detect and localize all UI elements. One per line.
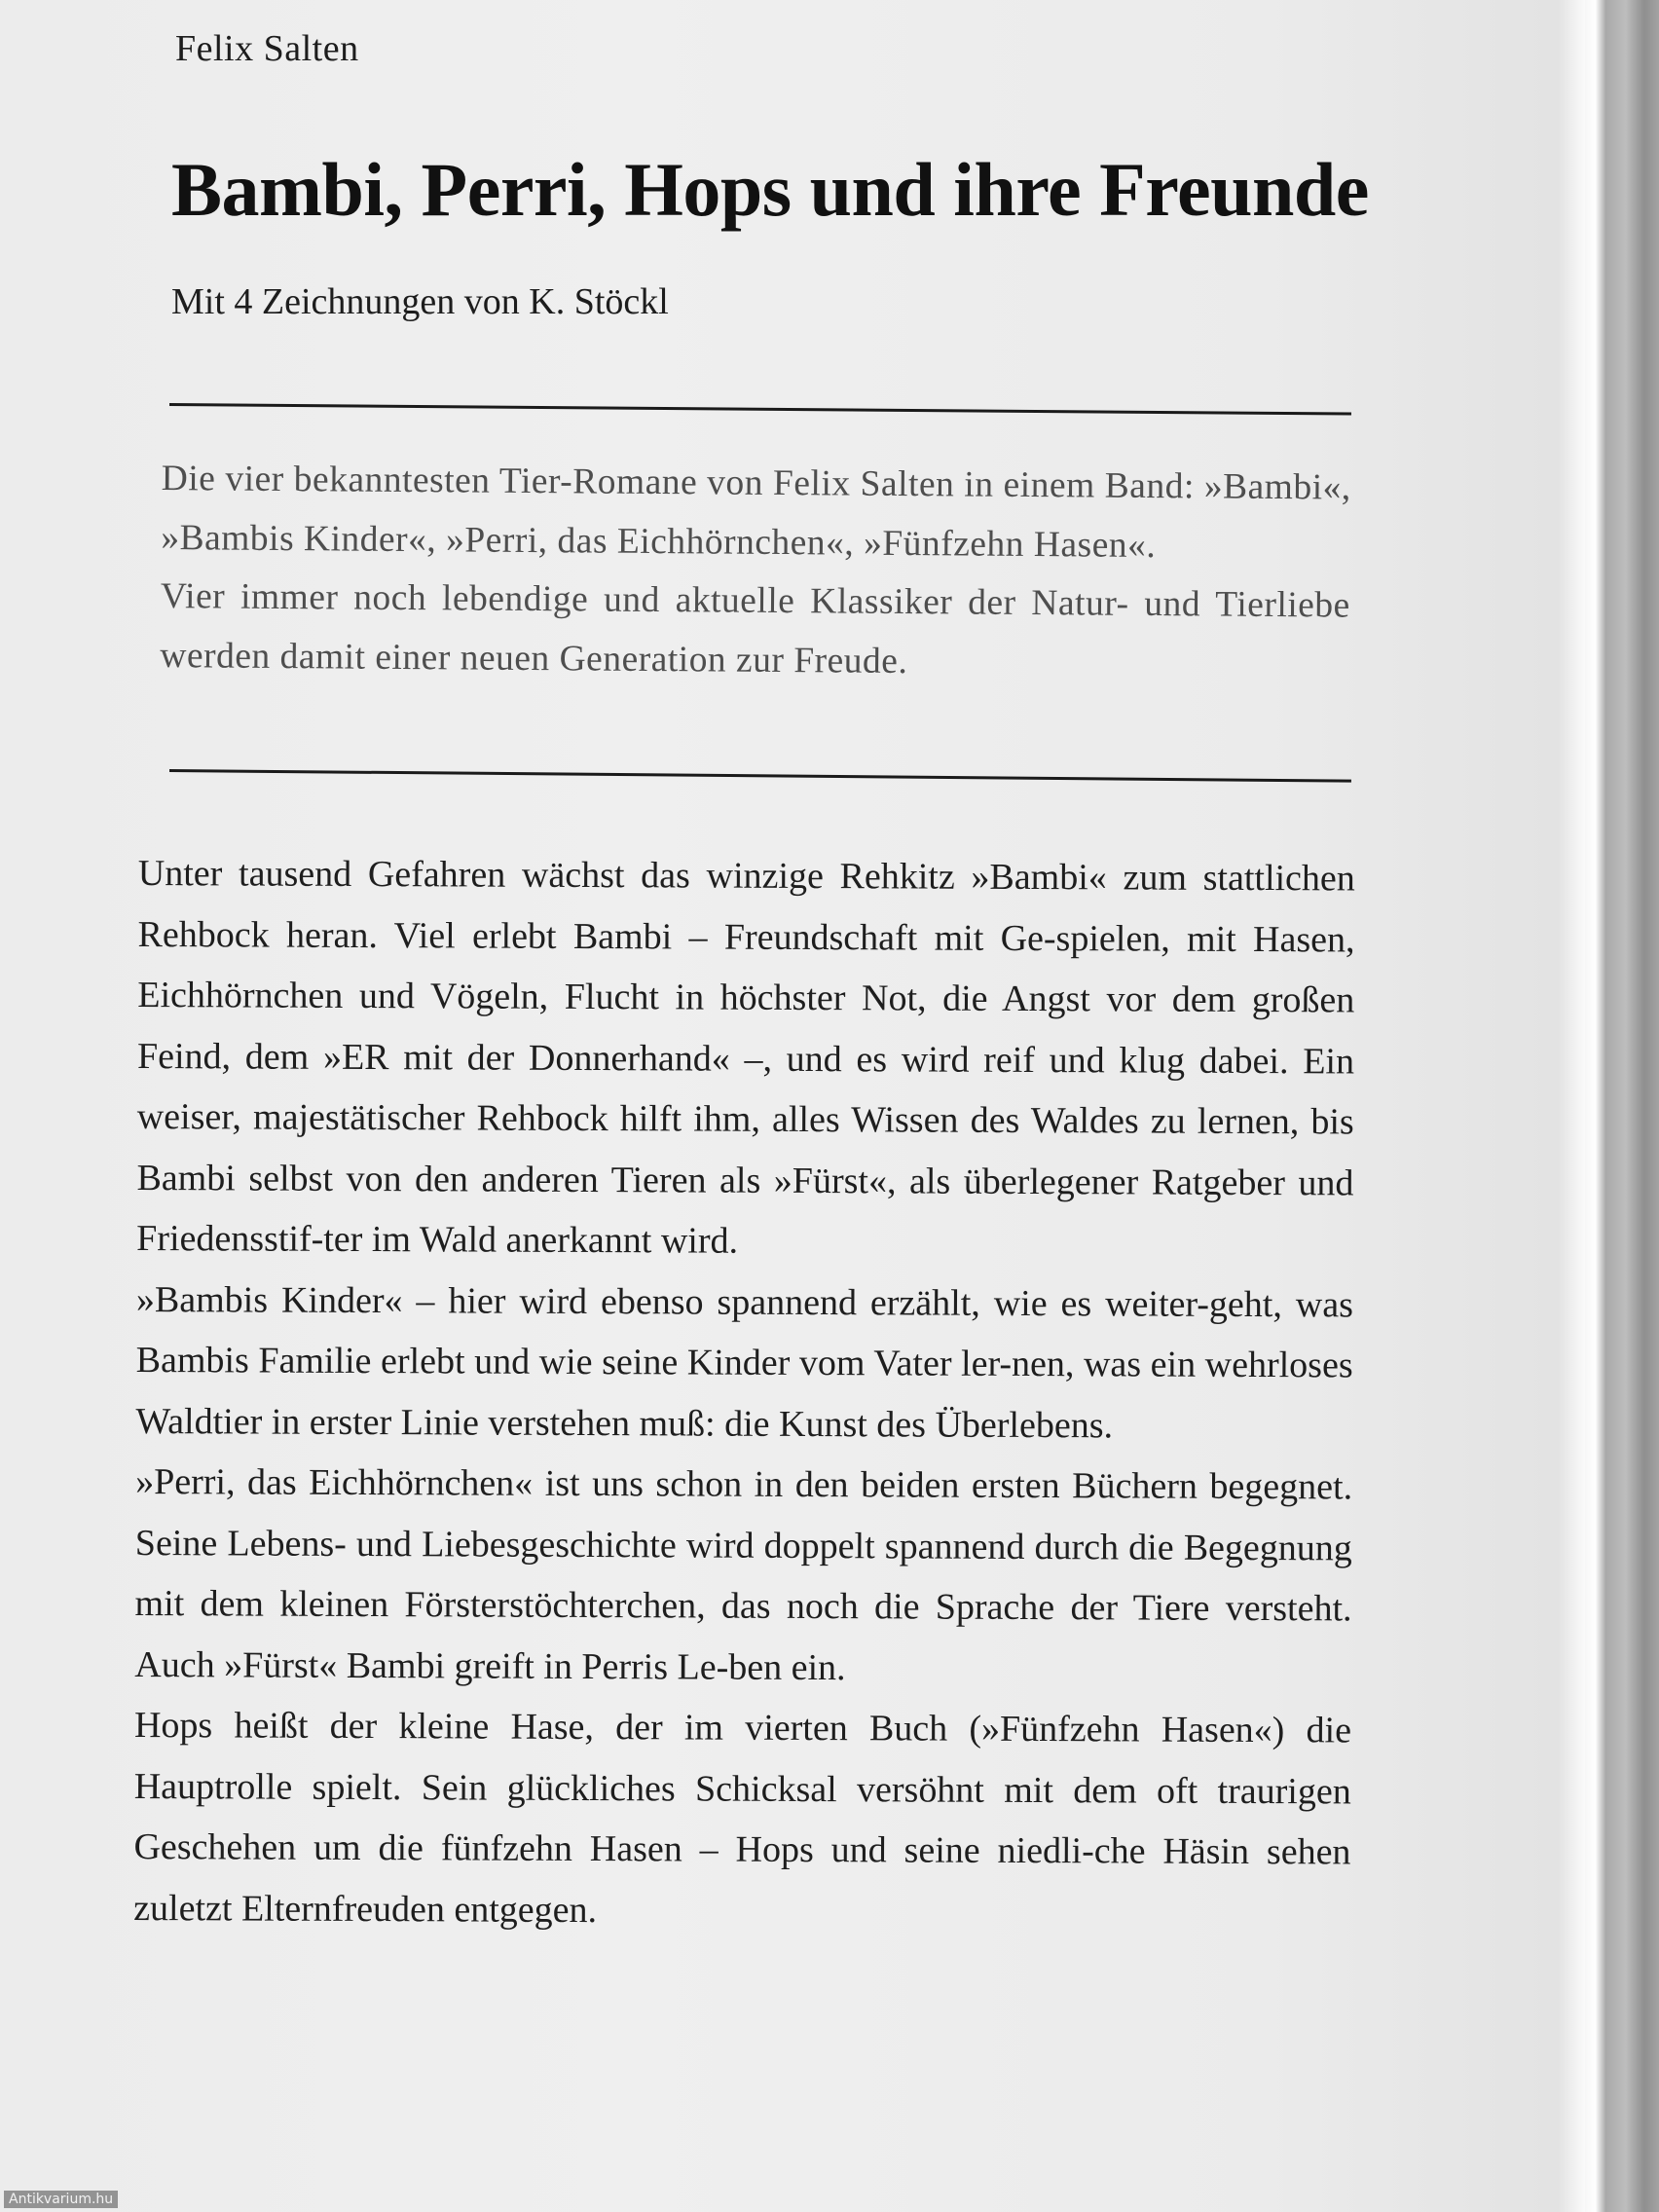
top-divider xyxy=(169,403,1351,416)
description-section xyxy=(133,843,1355,1943)
watermark: Antikvarium.hu xyxy=(4,2191,118,2208)
illustration-credit: Mit 4 Zeichnungen von K. Stöckl xyxy=(171,281,669,322)
book-title: Bambi, Perri, Hops und ihre Freunde xyxy=(171,147,1369,232)
author-name: Felix Salten xyxy=(175,28,359,69)
book-spine xyxy=(1585,0,1659,2212)
blurb-paragraph: Die vier bekanntesten Tier-Romane von Felix Salten in einem Band: »Bambi«, »Bambis Kinder«, »Perri, das Eichhörnchen«, »Fünfzehn Hasen«. xyxy=(161,458,1351,566)
blurb-section xyxy=(160,450,1351,695)
description-paragraph-bambis-kinder: »Bambis Kinder« – hier wird ebenso spannend erzählt, wie es weiter-geht, was Bambis Familie erlebt und wie seine Kinder vom Vater ler-nen, was ein wehrloses Waldtier in erster Linie verstehen muß: die Kunst des Überlebens. xyxy=(135,1278,1354,1446)
blurb-paragraph: Vier immer noch lebendige und aktuelle Klassiker der Natur- und Tierliebe werden damit einer neuen Generation zur Freude. xyxy=(160,575,1350,682)
description-paragraph-hops: Hops heißt der kleine Hase, der im vierten Buch (»Fünfzehn Hasen«) die Hauptrolle spielt. Sein glückliches Schicksal versöhnt mit dem oft traurigen Geschehen um die fünfzehn Hasen – Hops und seine niedli-che Häsin sehen zuletzt Elternfreuden entgegen. xyxy=(133,1704,1352,1931)
cover-edge-highlight xyxy=(1558,0,1585,2212)
description-paragraph-perri: »Perri, das Eichhörnchen« ist uns schon in den beiden ersten Büchern begegnet. Seine Lebens- und Liebesgeschichte wird doppelt spannend durch die Begegnung mit dem kleinen Försterstöchterchen, das noch die Sprache der Tiere versteht. Auch »Fürst« Bambi greift in Perris Le-ben ein. xyxy=(134,1460,1353,1688)
bottom-divider xyxy=(169,769,1351,783)
description-paragraph-bambi: Unter tausend Gefahren wächst das winzige Rehkitz »Bambi« zum stattlichen Rehbock heran. Viel erlebt Bambi – Freundschaft mit Ge-spielen, mit Hasen, Eichhörnchen und Vögeln, Flucht in höchster Not, die Angst vor dem großen Feind, dem »ER mit der Donnerhand« –, und es wird reif und klug dabei. Ein weiser, majestätischer Rehbock hilft ihm, alles Wissen des Waldes zu lernen, bis Bambi selbst von den anderen Tieren als »Fürst«, als überlegener Ratgeber und Friedensstif-ter im Wald anerkannt wird. xyxy=(136,852,1355,1262)
